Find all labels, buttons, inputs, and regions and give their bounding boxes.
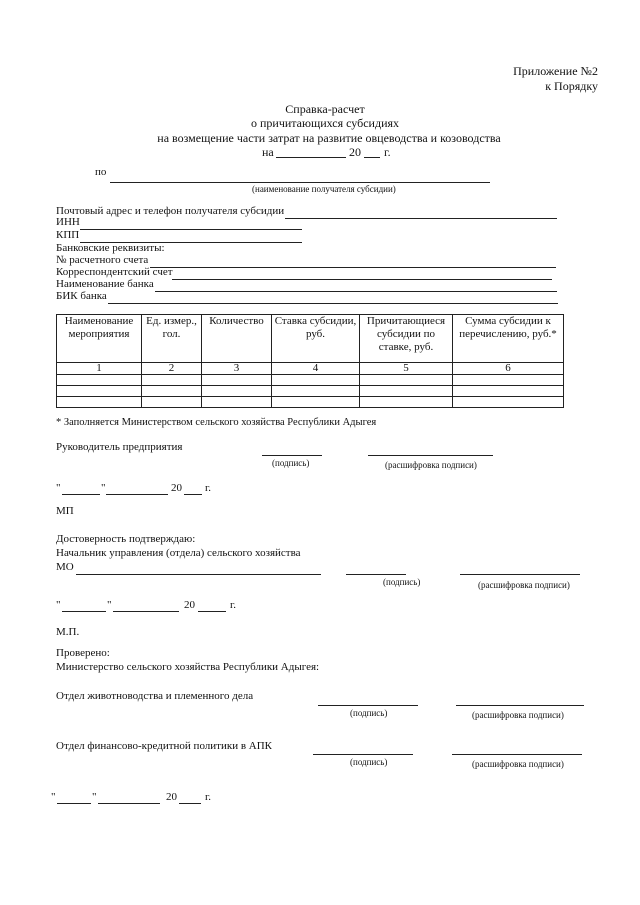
table-cell	[57, 385, 142, 396]
table-cell	[57, 396, 142, 407]
table-header-cell: Причитающиеся субсидии по ставке, руб.	[360, 315, 453, 363]
table-cell	[360, 385, 453, 396]
doc-title: Справка-расчет	[285, 102, 365, 116]
confirmation-date-day-line	[62, 611, 106, 612]
checked-label: Проверено:	[56, 647, 110, 659]
doc-subtitle: о причитающихся субсидиях	[250, 116, 400, 130]
confirmation-decode-caption: (расшифровка подписи)	[478, 580, 570, 590]
table-header-cell: Количество	[202, 315, 272, 363]
director-date-year: 20	[171, 482, 182, 494]
footnote: * Заполняется Министерством сельского хозяйства Республики Адыгея	[56, 417, 377, 428]
address-label: Почтовый адрес и телефон получателя субсидии	[56, 205, 285, 217]
checked-date-quote-close: "	[92, 791, 97, 803]
dept1-decode-caption: (расшифровка подписи)	[472, 710, 564, 720]
confirmation-date-year: 20	[184, 599, 195, 611]
dept2-decode-line	[452, 754, 582, 755]
confirmation-date-quote-close: "	[107, 599, 112, 611]
table-cell	[360, 396, 453, 407]
account-label: № расчетного счета	[56, 254, 149, 266]
confirmation-date-year-line	[198, 611, 226, 612]
table-row	[57, 385, 564, 396]
checked-date-quote-open: "	[51, 791, 56, 803]
confirmation-date-month-line	[113, 611, 179, 612]
table-cell	[272, 385, 360, 396]
checked-date-year-line	[179, 803, 201, 804]
corr-account-line	[172, 279, 552, 280]
table-header-cell: Сумма субсидии к перечислению, руб.*	[453, 315, 564, 363]
director-decode-caption: (расшифровка подписи)	[385, 460, 477, 470]
director-stamp: МП	[56, 505, 74, 517]
table-cell	[142, 396, 202, 407]
table-header-cell: Ед. измер., гол.	[142, 315, 202, 363]
checked-date-suffix: г.	[205, 791, 212, 803]
director-sign-caption: (подпись)	[272, 458, 310, 468]
checked-ministry-label: Министерство сельского хозяйства Республики Адыгея:	[56, 661, 320, 673]
director-label: Руководитель предприятия	[56, 441, 183, 453]
director-date-quote-close: "	[101, 482, 106, 494]
checked-date-year: 20	[166, 791, 177, 803]
date-year-line	[364, 157, 380, 158]
table-cell	[272, 396, 360, 407]
table-cell	[202, 374, 272, 385]
checked-date-day-line	[57, 803, 91, 804]
confirmation-sign-caption: (подпись)	[383, 577, 421, 587]
appendix-label: Приложение №2	[513, 64, 598, 78]
table-cell	[360, 374, 453, 385]
bik-line	[108, 303, 558, 304]
corr-account-label: Корреспондентский счет	[56, 266, 173, 278]
bank-name-label: Наименование банка	[56, 278, 154, 290]
confirmation-date-suffix: г.	[230, 599, 237, 611]
date-day-month-line	[276, 157, 346, 158]
dept1-sign-caption: (подпись)	[350, 708, 388, 718]
table-cell	[453, 374, 564, 385]
table-number-cell: 2	[142, 362, 202, 374]
dept1-sign-line	[318, 705, 418, 706]
director-date-suffix: г.	[205, 482, 212, 494]
dept1-decode-line	[456, 705, 584, 706]
director-decode-line	[368, 455, 493, 456]
account-line	[150, 267, 556, 268]
director-date-quote-open: "	[56, 482, 61, 494]
confirmation-decode-line	[460, 574, 580, 575]
recipient-prefix: по	[95, 166, 107, 178]
table-number-cell: 3	[202, 362, 272, 374]
table-number-cell: 4	[272, 362, 360, 374]
director-date-month-line	[106, 494, 168, 495]
table-header-cell: Наименование мероприятия	[57, 315, 142, 363]
date-suffix: г.	[384, 145, 391, 159]
confirmation-stamp: М.П.	[56, 626, 80, 638]
confirmation-date-quote-open: "	[56, 599, 61, 611]
date-year: 20	[349, 145, 361, 159]
recipient-name-line	[110, 182, 490, 183]
table-cell	[57, 374, 142, 385]
table-row	[57, 396, 564, 407]
table-cell	[453, 385, 564, 396]
dept2-label: Отдел финансово-кредитной политики в АПК	[56, 740, 273, 752]
table-cell	[272, 374, 360, 385]
table-cell	[202, 396, 272, 407]
subsidy-table	[56, 314, 564, 408]
director-date-day-line	[62, 494, 100, 495]
dept2-decode-caption: (расшифровка подписи)	[472, 759, 564, 769]
table-number-row	[57, 362, 564, 374]
confirmation-label: Достоверность подтверждаю:	[56, 533, 196, 545]
confirmation-sign-line	[346, 574, 406, 575]
table-number-cell: 1	[57, 362, 142, 374]
director-date-year-line	[184, 494, 202, 495]
table-cell	[453, 396, 564, 407]
table-cell	[202, 385, 272, 396]
address-line	[285, 218, 557, 219]
doc-subtitle-purpose: на возмещение части затрат на развитие овцеводства и козоводства	[157, 131, 501, 145]
table-cell	[142, 385, 202, 396]
table-number-cell: 6	[453, 362, 564, 374]
dept2-sign-caption: (подпись)	[350, 757, 388, 767]
inn-line	[80, 229, 302, 230]
table-row	[57, 374, 564, 385]
dept1-label: Отдел животноводства и племенного дела	[56, 690, 254, 702]
bank-details-label: Банковские реквизиты:	[56, 242, 165, 254]
confirmation-mo-label: МО	[56, 561, 74, 573]
recipient-caption: (наименование получателя субсидии)	[252, 184, 396, 194]
checked-date-month-line	[98, 803, 160, 804]
table-header-row	[57, 315, 564, 363]
bank-name-line	[155, 291, 557, 292]
table-header-cell: Ставка субсидии, руб.	[272, 315, 360, 363]
confirmation-head-label: Начальник управления (отдела) сельского хозяйства	[56, 547, 301, 559]
inn-label: ИНН	[56, 216, 80, 228]
director-sign-line	[262, 455, 322, 456]
appendix-order-label: к Порядку	[545, 79, 598, 93]
date-prefix: на	[262, 145, 274, 159]
dept2-sign-line	[313, 754, 413, 755]
bik-label: БИК банка	[56, 290, 107, 302]
table-cell	[142, 374, 202, 385]
table-number-cell: 5	[360, 362, 453, 374]
kpp-label: КПП	[56, 229, 80, 241]
confirmation-mo-line	[76, 574, 321, 575]
